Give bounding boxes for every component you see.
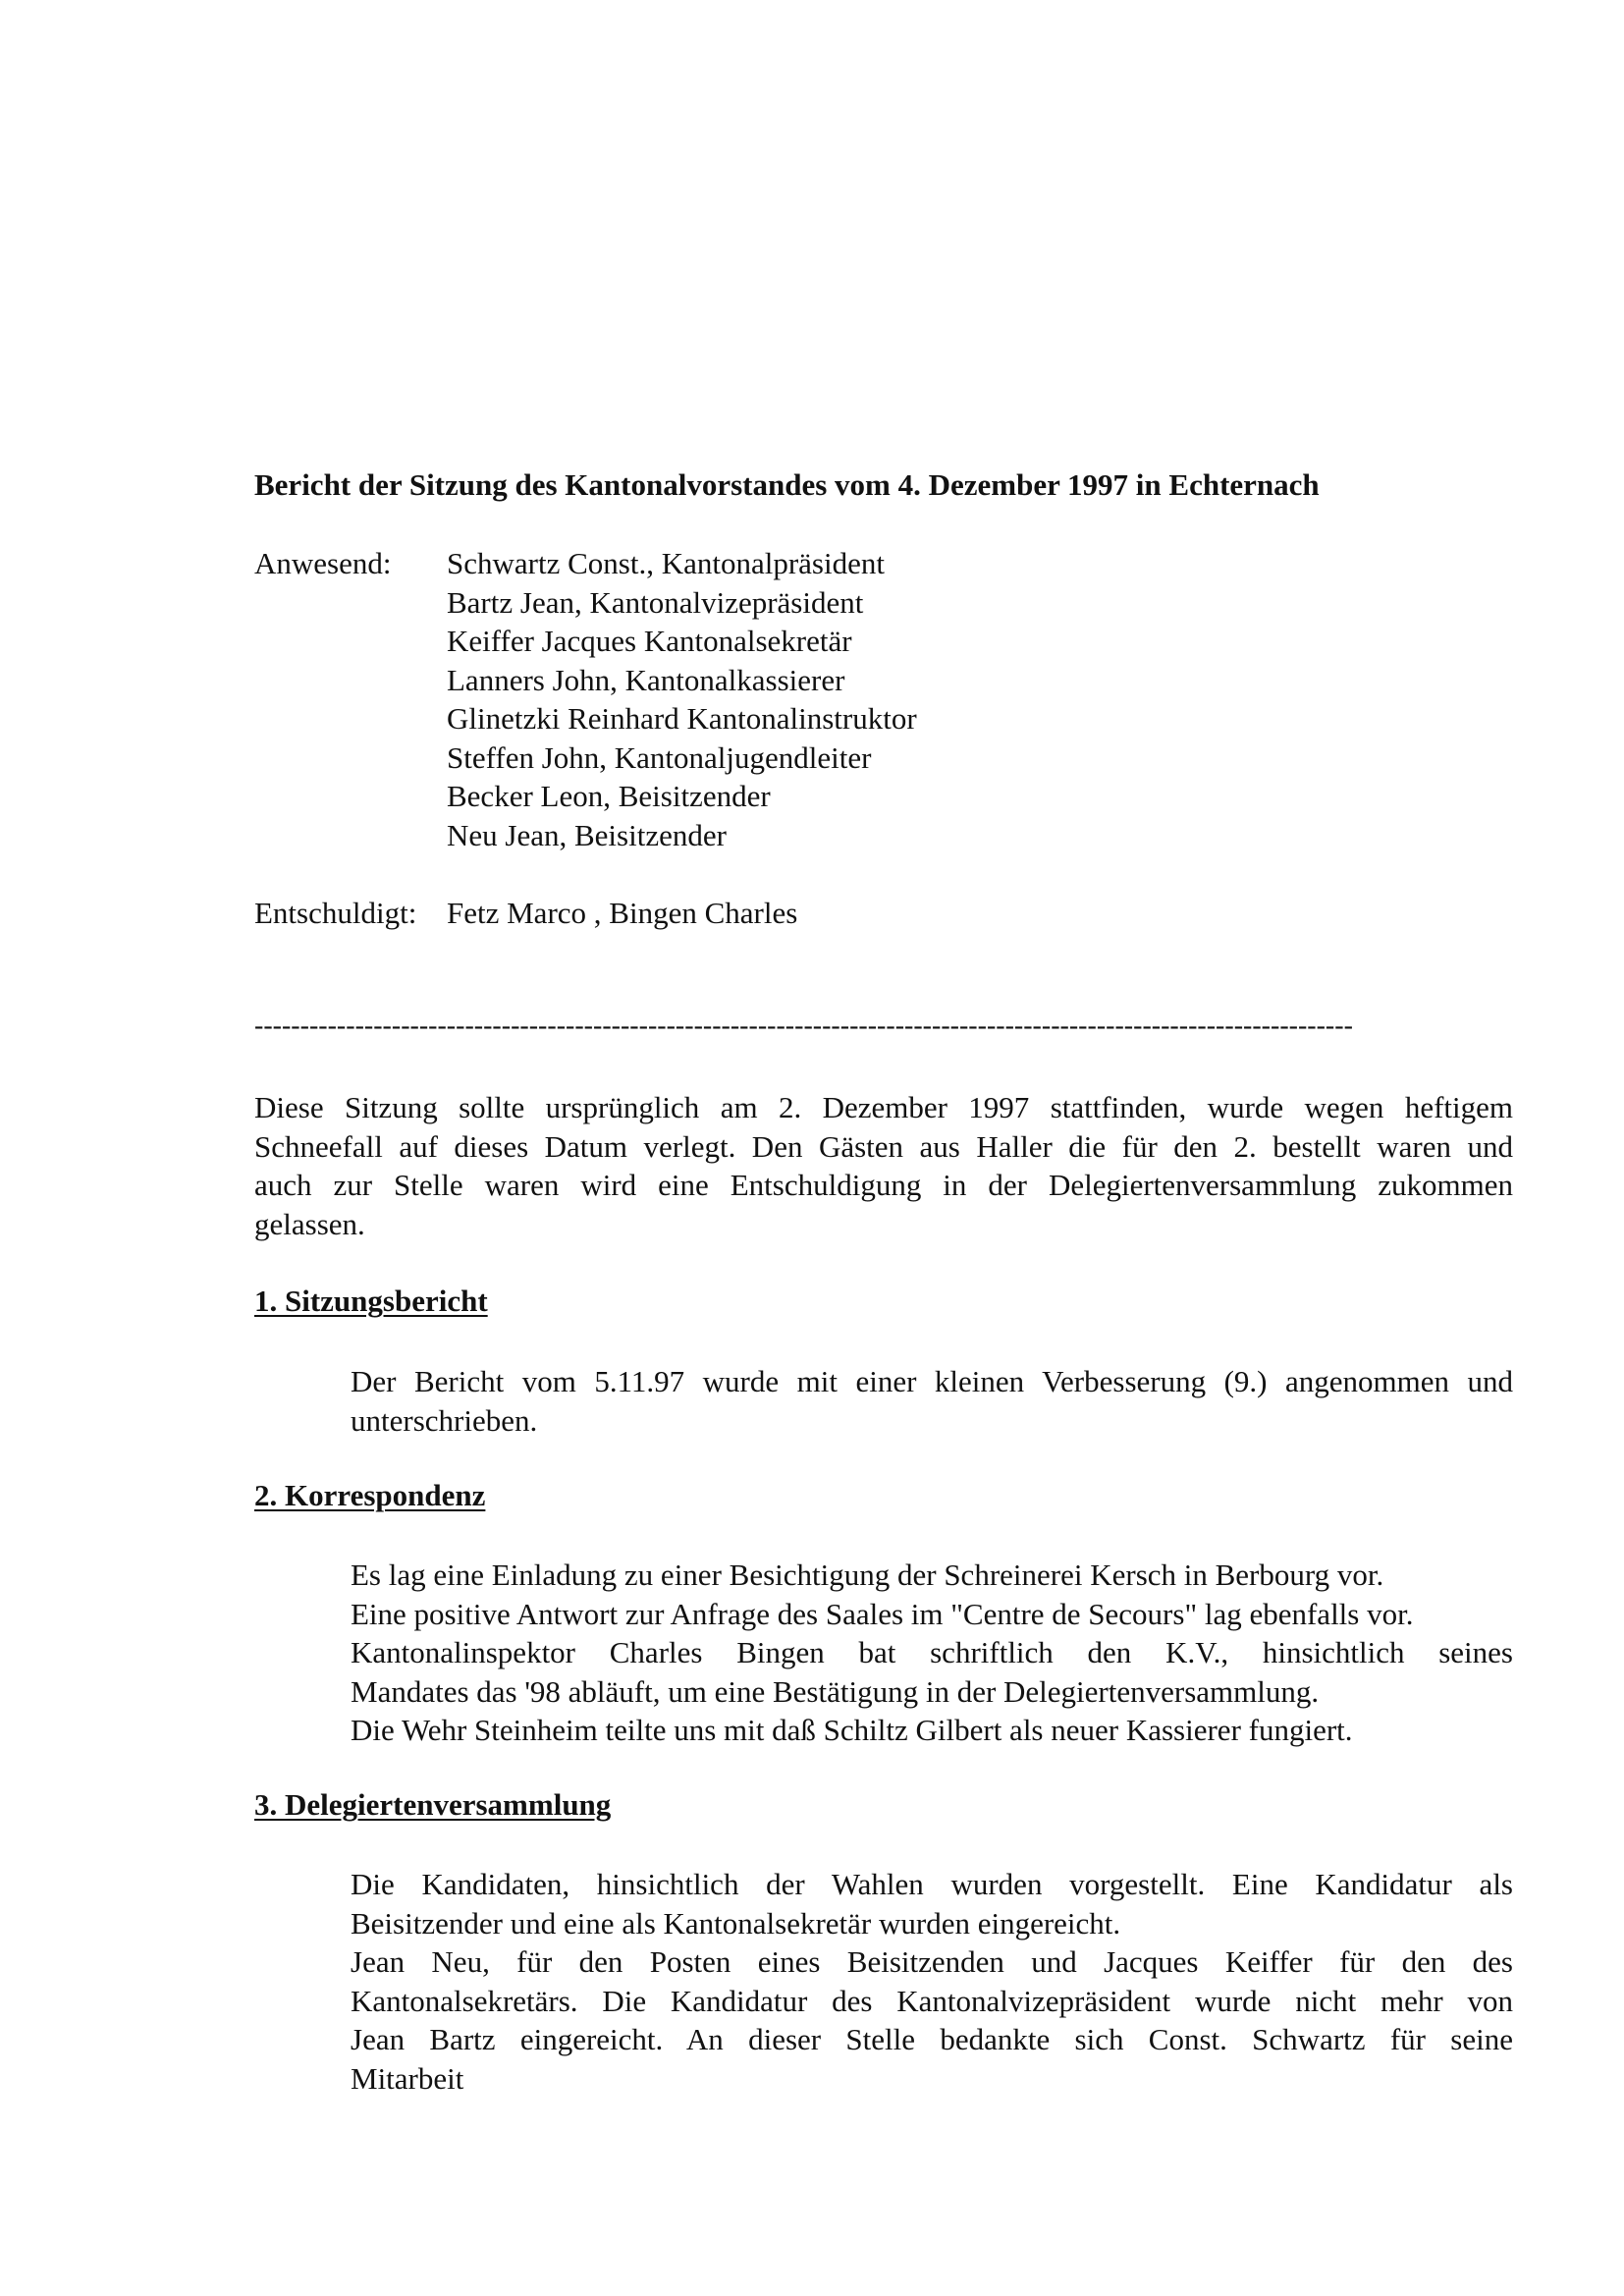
excused-names: Fetz Marco , Bingen Charles — [447, 896, 798, 930]
attendee-item: Schwartz Const., Kantonalpräsident — [447, 546, 885, 580]
attendee-item: Glinetzki Reinhard Kantonalinstruktor — [447, 701, 917, 736]
section-heading: 1. Sitzungsbericht — [254, 1284, 488, 1318]
attendee-item: Bartz Jean, Kantonalvizepräsident — [447, 584, 864, 620]
section-heading: 3. Delegiertenversammlung — [254, 1787, 612, 1822]
attendee-item: Becker Leon, Beisitzender — [447, 779, 771, 813]
paragraph-line: Kantonalsekretärs. Die Kandidatur des Kantonalvizepräsident wurde nicht mehr von — [351, 1983, 1513, 2018]
paragraph-line: Beisitzender und eine als Kantonalsekretär wurden eingereicht. — [351, 1905, 1121, 1941]
present-label: Anwesend: — [254, 546, 392, 580]
paragraph-line: Kantonalinspektor Charles Bingen bat schriftlich den K.V., hinsichtlich seines — [351, 1635, 1513, 1669]
paragraph-line: Der Bericht vom 5.11.97 wurde mit einer kleinen Verbesserung (9.) angenommen und — [351, 1364, 1513, 1398]
paragraph-line: Diese Sitzung sollte ursprünglich am 2. Dezember 1997 stattfinden, wurde wegen heftigem — [254, 1090, 1513, 1124]
separator-line: ------------------------------------------------------------------------------------------------------------------------ — [254, 1011, 1353, 1041]
attendee-item: Neu Jean, Beisitzender — [447, 817, 727, 852]
paragraph-line: unterschrieben. — [351, 1402, 538, 1438]
paragraph-line: Mandates das '98 abläuft, um eine Bestätigung in der Delegiertenversammlung. — [351, 1673, 1320, 1709]
paragraph-line: Die Wehr Steinheim teilte uns mit daß Schiltz Gilbert als neuer Kassierer fungiert. — [351, 1713, 1353, 1747]
paragraph-line: Es lag eine Einladung zu einer Besichtigung der Schreinerei Kersch in Berbourg vor. — [351, 1558, 1384, 1592]
paragraph-line: Jean Bartz eingereicht. An dieser Stelle bedankte sich Const. Schwartz für seine — [351, 2022, 1513, 2056]
attendee-list — [447, 544, 917, 854]
paragraph-line: Die Kandidaten, hinsichtlich der Wahlen wurden vorgestellt. Eine Kandidatur als — [351, 1867, 1513, 1901]
paragraph-line: auch zur Stelle waren wird eine Entschuldigung in der Delegiertenversammlung zukommen — [254, 1168, 1513, 1202]
paragraph-line: Eine positive Antwort zur Anfrage des Saales im "Centre de Secours" lag ebenfalls vor. — [351, 1596, 1414, 1631]
report-title: Bericht der Sitzung des Kantonalvorstandes vom 4. Dezember 1997 in Echternach — [254, 467, 1320, 502]
attendee-item: Steffen John, Kantonaljugendleiter — [447, 739, 872, 775]
paragraph-line: Jean Neu, für den Posten eines Beisitzenden und Jacques Keiffer für den des — [351, 1944, 1513, 1979]
section-body — [351, 1865, 1513, 2098]
attendee-item: Lanners John, Kantonalkassierer — [447, 662, 845, 697]
paragraph-line: Schneefall auf dieses Datum verlegt. Den Gästen aus Haller die für den 2. bestellt waren und — [254, 1128, 1513, 1164]
excused-label: Entschuldigt: — [254, 896, 417, 930]
section-body — [351, 1556, 1513, 1750]
section-body — [351, 1362, 1513, 1440]
paragraph-line: Mitarbeit — [351, 2060, 464, 2096]
paragraph-line: gelassen. — [254, 1206, 365, 1241]
attendee-item: Keiffer Jacques Kantonalsekretär — [447, 624, 852, 658]
intro-paragraph — [254, 1088, 1513, 1243]
section-heading: 2. Korrespondenz — [254, 1478, 486, 1512]
